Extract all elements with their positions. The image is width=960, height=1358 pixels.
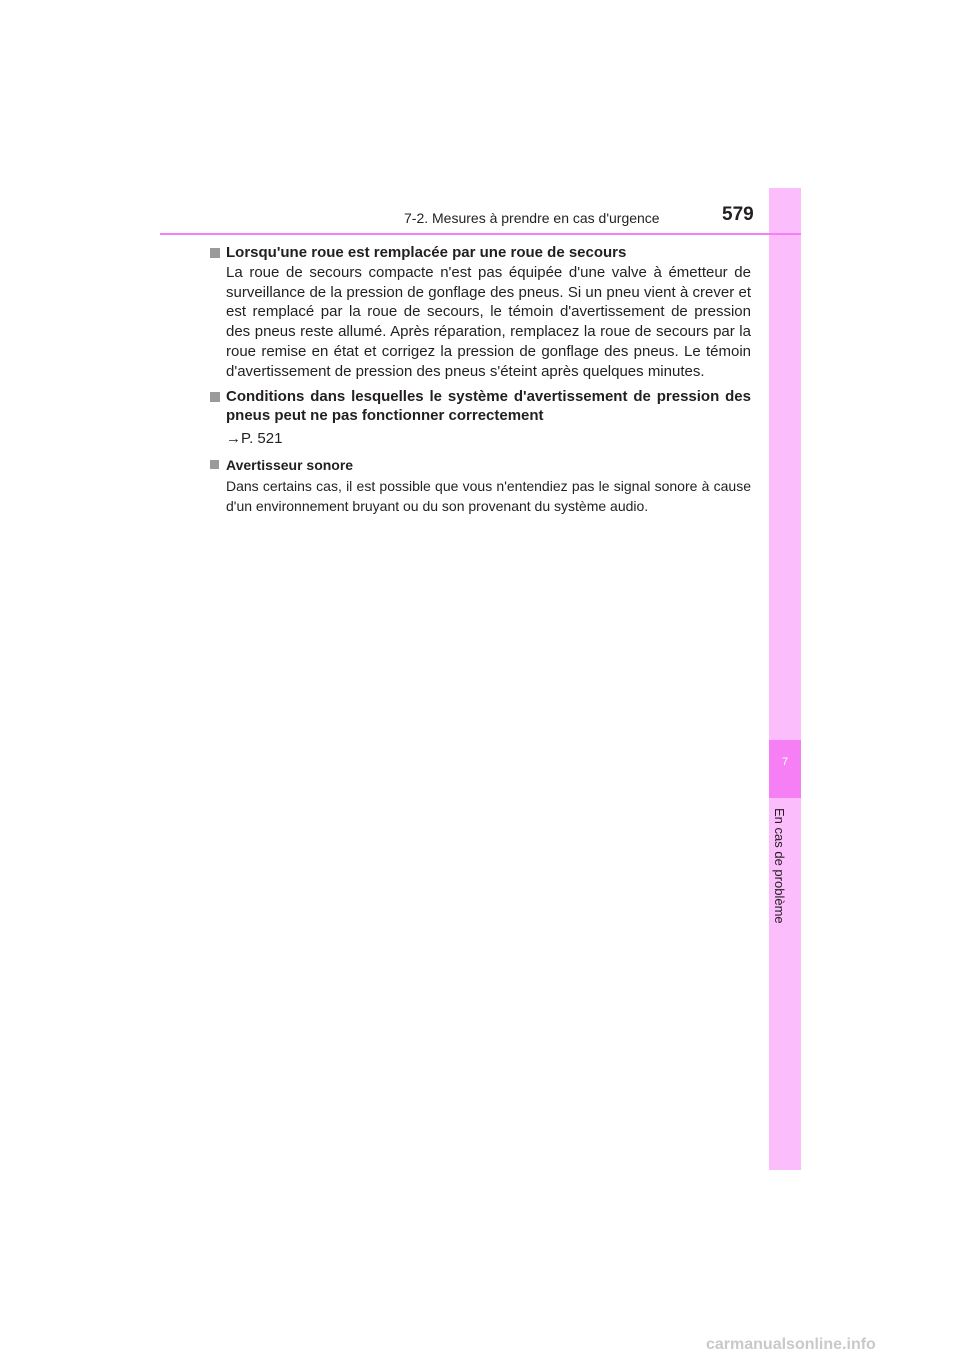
square-bullet-icon <box>210 248 220 258</box>
header-section-title: 7-2. Mesures à prendre en cas d'urgence <box>404 210 660 226</box>
watermark: carmanualsonline.info <box>706 1336 876 1353</box>
chapter-title: En cas de problème <box>772 808 787 924</box>
section-heading <box>208 387 751 425</box>
section-heading <box>208 243 751 262</box>
page-reference-link[interactable]: →P. 521 <box>226 430 283 448</box>
section-heading-text: Conditions dans lesquelles le système d'avertissement de pression des pneus peut ne pas fonctionner correctement <box>226 388 751 425</box>
square-bullet-icon <box>210 392 220 402</box>
section-heading-text: Lorsqu'une roue est remplacée par une roue de secours <box>226 244 627 261</box>
section-heading-text: Avertisseur sonore <box>226 457 354 474</box>
header-divider <box>160 233 801 235</box>
page-content <box>208 243 751 516</box>
chapter-side-tab <box>769 188 801 1170</box>
spacer <box>208 449 751 456</box>
page-number: 579 <box>722 204 754 225</box>
section-paragraph: La roue de secours compacte n'est pas équipée d'une valve à émetteur de surveillance de la pression de gonflage des pneus. Si un pneu vient à crever et est remplacé par la roue de secours, le témoin d'avertissement de pression des pneus reste allumé. Après réparation, remplacez la roue de secours par la roue remise en état et corrigez la pression de gonflage des pneus. Le témoin d'avertissement de pression des pneus s'éteint après quelques minutes. <box>226 264 751 380</box>
square-bullet-icon <box>210 460 219 469</box>
chapter-side-tab-active <box>769 740 801 798</box>
section-paragraph: Dans certains cas, il est possible que vous n'entendiez pas le signal sonore à cause d'un environnement bruyant ou du son provenant du système audio. <box>226 478 751 515</box>
chapter-number: 7 <box>781 756 789 768</box>
section-heading <box>208 456 751 475</box>
